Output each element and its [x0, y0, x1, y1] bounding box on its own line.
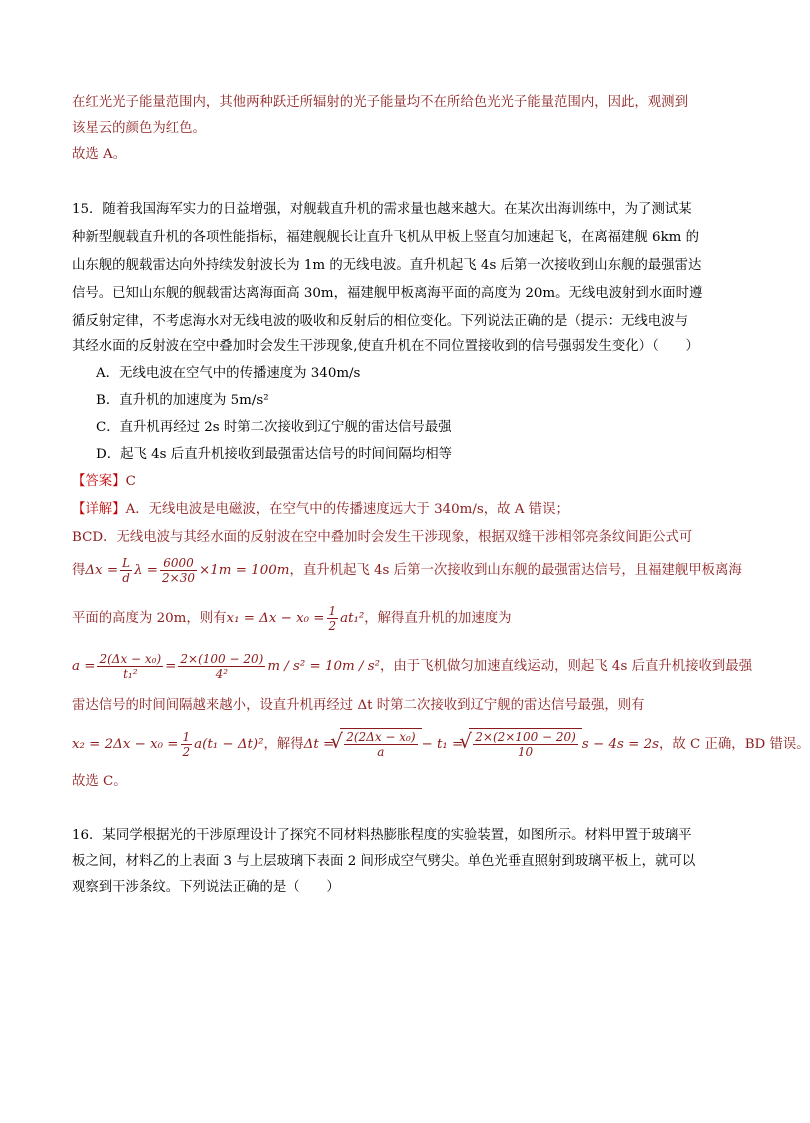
fraction-denominator: t₁²: [123, 667, 138, 681]
fraction-numerator: L: [122, 556, 131, 570]
fraction-denominator: d: [122, 571, 130, 585]
detail-text: ，直升机起飞 4s 后第一次接收到山东舰的最强雷达信号，且福建舰甲板离海: [289, 563, 742, 578]
q15-stem-line-3: 山东舰的舰载雷达向外持续发射波长为 1m 的无线电波。直升机起飞 4s 后第一次接收到山东舰的最强雷达: [72, 258, 702, 273]
q15-detail-line-7: [72, 728, 810, 761]
prev-answer-line-1: 在红光光子能量范围内，其他两种跃迁所辐射的光子能量均不在所给色光光子能量范围内，因此，观测到: [72, 95, 688, 110]
equation-part: s − 4s = 2s: [581, 737, 659, 752]
prev-answer-conclusion: 故选 A。: [72, 147, 127, 162]
q15-stem-line-5: 循反射定律，不考虑海水对无线电波的吸收和反射后的相位变化。下列说法正确的是（提示：无线电波与: [72, 314, 688, 329]
equation-part: − t₁ =: [421, 737, 464, 752]
q15-stem-line-4: 信号。已知山东舰的舰载雷达离海面高 30m，福建舰甲板离海平面的高度为 20m。无线电波射到水面时遵: [72, 286, 703, 301]
detail-text: ，故 C 正确，BD 错误。: [658, 737, 810, 752]
q15-detail-line-6: 雷达信号的时间间隔越来越小，设直升机再经过 Δt 时第二次接收到辽宁舰的雷达信号最强，则有: [72, 698, 645, 713]
fraction-numerator: 1: [182, 730, 191, 744]
detail-text: 得: [72, 563, 86, 578]
fraction-half: [181, 730, 193, 759]
equation-part: x₁ = Δx − x₀ =: [226, 611, 325, 626]
detail-tag: 【详解】: [72, 502, 126, 517]
q15-stem-line-1: 15．随着我国海军实力的日益增强，对舰载直升机的需求量也越来越大。在某次出海训练中，为了测试某: [72, 202, 692, 217]
q15-detail-line-4: [72, 604, 512, 634]
prev-answer-line-2: 该星云的颜色为红色。: [72, 121, 206, 136]
fraction-numeric: [178, 652, 265, 681]
fraction-under-root: [344, 730, 417, 759]
q15-detail-line-3: [72, 556, 742, 586]
fraction-numerator: 6000: [160, 556, 197, 571]
q15-stem-line-6: 其经水面的反射波在空中叠加时会发生干涉现象,使直升机在不同位置接收到的信号强弱发生变化）（ ）: [72, 339, 699, 354]
detail-text: ，由于飞机做匀加速直线运动，则起飞 4s 后直升机接收到最强: [380, 659, 753, 674]
fraction-denominator: 4²: [215, 667, 229, 681]
q15-option-c: C．直升机再经过 2s 时第二次接收到辽宁舰的雷达信号最强: [96, 420, 452, 435]
answer-tag: 【答案】: [72, 474, 126, 489]
fraction-denominator: a: [377, 745, 385, 759]
q15-option-d: D．起飞 4s 后直升机接收到最强雷达信号的时间间隔均相等: [96, 447, 453, 462]
q15-detail-line-2: BCD．无线电波与其经水面的反射波在空中叠加时会发生干涉现象，根据双缝干涉相邻亮条纹间距公式可: [72, 530, 693, 545]
equation-part: ×1m = 100m: [199, 563, 290, 578]
square-root-symbolic: [340, 728, 421, 761]
detail-text: ，解得直升机的加速度为: [364, 611, 512, 626]
q16-stem-line-2: 板之间，材料乙的上表面 3 与上层玻璃下表面 2 间形成空气劈尖。单色光垂直照射到玻璃平板上，就可以: [72, 854, 696, 869]
equation-part: Δt =: [303, 737, 335, 752]
fraction-l-over-d: [120, 556, 132, 585]
answer-value: C: [125, 474, 136, 489]
equation-part: at₁²: [340, 611, 365, 626]
fraction-half: [327, 604, 339, 633]
q15-answer: [72, 472, 136, 492]
q15-stem-line-2: 种新型舰载直升机的各项性能指标，福建舰舰长让直升飞机从甲板上竖直匀加速起飞，在离福建舰 6km 的: [72, 230, 700, 245]
fraction-numerator: 1: [328, 604, 337, 618]
equation-part: a =: [72, 659, 96, 674]
fraction-numerator: √ 2×(2×100 − 20): [475, 730, 576, 744]
fraction-acceleration: [97, 652, 163, 681]
detail-text-1: A．无线电波是电磁波，在空气中的传播速度远大于 340m/s，故 A 错误；: [125, 502, 569, 517]
detail-text: ，解得: [263, 737, 304, 752]
equation-part: λ =: [134, 563, 159, 578]
fraction-denominator: 10: [517, 745, 534, 759]
q15-option-a: A．无线电波在空气中的传播速度为 340m/s: [96, 366, 361, 381]
fraction-numerator: √ 2(2Δx − x₀): [346, 730, 416, 744]
q15-detail-line-5: [72, 652, 752, 682]
equation-part: Δx =: [85, 563, 119, 578]
q15-conclusion: 故选 C。: [72, 774, 127, 789]
detail-text: 平面的高度为 20m，则有: [72, 611, 227, 626]
fraction-6000-over-60: [160, 556, 197, 585]
fraction-numerator: 2(Δx − x₀): [99, 652, 162, 666]
equation-part: x₂ = 2Δx − x₀ =: [72, 737, 179, 752]
fraction-under-root: [473, 730, 578, 759]
fraction-denominator: 2: [328, 619, 337, 633]
q15-detail-line-1: [72, 500, 569, 520]
square-root-numeric: [469, 728, 582, 761]
q15-option-b: B．直升机的加速度为 5m/s²: [96, 393, 269, 408]
fraction-denominator: 2: [182, 745, 191, 759]
equation-part: m / s² = 10m / s²: [267, 659, 381, 674]
q16-stem-line-1: 16．某同学根据光的干涉原理设计了探究不同材料热膨胀程度的实验装置，如图所示。材料甲置于玻璃平: [72, 828, 692, 843]
fraction-numerator: 2×(100 − 20): [180, 652, 264, 666]
q16-stem-line-3: 观察到干涉条纹。下列说法正确的是（ ）: [72, 880, 340, 895]
equation-part: a(t₁ − Δt)²: [194, 737, 264, 752]
fraction-denominator: 2×30: [162, 571, 195, 585]
equation-part: =: [165, 659, 177, 674]
